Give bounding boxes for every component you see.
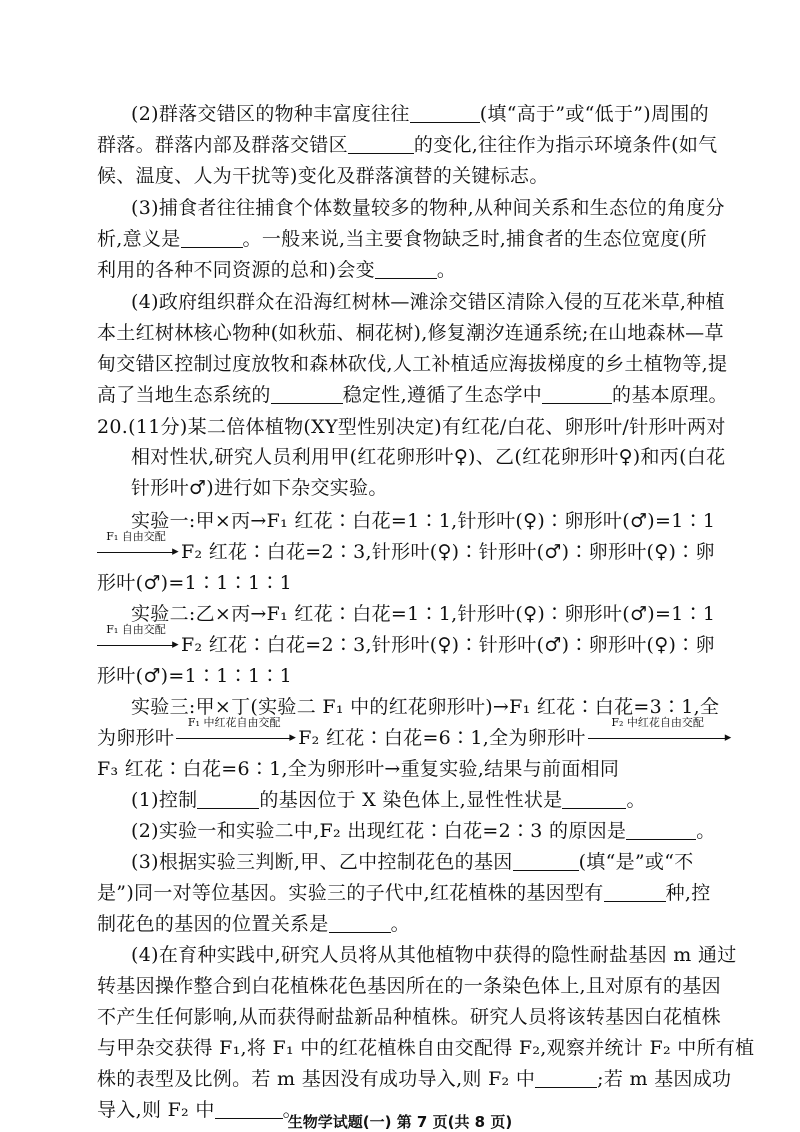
q20-4-line2: 转基因操作整合到白花植株花色基因所在的一条染色体上,且对原有的基因 [97,975,721,997]
text: F₂ 红花∶白花=6∶1,全为卵形叶 [298,727,586,749]
arrow-label: F₁ 中红花自由交配 [187,716,281,729]
arrow-shaft [176,738,292,739]
red-flower-cross-arrow [176,716,297,745]
text: 群落。群落内部及群落交错区 [97,134,348,156]
text: 导入,则 F₂ 中 [97,1099,215,1121]
answer-blank[interactable] [410,104,480,123]
q20-1-line [131,787,646,813]
arrow-label: F₁ 自由交配 [106,530,166,543]
q20-4-line3: 不产生任何影响,从而获得耐盐新品种植株。研究人员将该转基因白花植株 [97,1006,721,1028]
arrow-head-icon: ▸ [289,730,297,745]
q19-4-line4 [97,382,728,408]
exp1-line3: 形叶(♂)=1∶1∶1∶1 [97,572,293,594]
q20-intro-line1: 20.(11分)某二倍体植物(XY型性别决定)有红花/白花、卵形叶/针形叶两对 [97,416,726,438]
arrow-head-icon: ▸ [724,730,732,745]
answer-blank[interactable] [626,821,696,840]
arrow-label: F₂ 中红花自由交配 [611,716,704,729]
q20-3-line1 [131,849,694,875]
text: 为卵形叶 [97,727,175,749]
text: 的基因位于 X 染色体上,显性性状是 [259,789,563,811]
text: 。 [696,820,716,842]
text: (2)群落交错区的物种丰富度往往 [131,103,410,125]
q19-3-line2 [97,226,707,252]
text: (3)根据实验三判断,甲、乙中控制花色的基因 [131,851,513,873]
answer-blank[interactable] [329,914,391,933]
answer-blank[interactable] [375,260,437,279]
text: 株的表型及比例。若 m 基因没有成功导入,则 F₂ 中 [97,1068,536,1090]
q19-3-line1: (3)捕食者往往捕食个体数量较多的物种,从种间关系和生态位的角度分 [131,197,725,219]
q20-3-line3 [97,911,410,937]
text: F₂ 红花∶白花=2∶3,针形叶(♀)∶针形叶(♂)∶卵形叶(♀)∶卵 [181,634,715,656]
q20-4-line4: 与甲杂交获得 F₁,将 F₁ 中的红花植株自由交配得 F₂,观察并统计 F₂ 中所有植 [97,1037,755,1059]
text: (填“是”或“不 [578,851,694,873]
text: 利用的各种不同资源的总和)会变 [97,259,375,281]
text: 。 [282,1099,302,1121]
arrow-shaft [588,738,728,739]
free-cross-arrow [97,623,179,652]
q19-2-line3: 候、温度、人为干扰等)变化及群落演替的关键标志。 [97,165,549,187]
text: 高了当地生态系统的 [97,384,271,406]
arrow-shaft [97,645,175,646]
answer-blank[interactable] [535,1069,597,1088]
arrow-head-icon: ▸ [172,544,179,559]
text: ;若 m 基因成功 [597,1068,732,1090]
q19-4-line1: (4)政府组织群众在沿海红树林—滩涂交错区清除入侵的互花米草,种植 [131,291,725,313]
arrow-head-icon: ▸ [172,637,179,652]
text: (1)控制 [131,789,198,811]
exp3-line3: F₃ 红花∶白花=6∶1,全为卵形叶→重复实验,结果与前面相同 [97,758,620,780]
arrow-shaft [97,552,175,553]
exp3-line2 [97,716,732,751]
exp1-line2 [97,530,715,565]
exp2-line2 [97,623,715,658]
q20-intro-line2: 相对性状,研究人员利用甲(红花卵形叶♀)、乙(红花卵形叶♀)和丙(白花 [131,446,726,468]
q19-2-line1 [131,101,709,127]
free-cross-arrow [97,530,179,559]
exp2-line1: 实验二:乙×丙→F₁ 红花∶白花=1∶1,针形叶(♀)∶卵形叶(♂)=1∶1 [131,603,716,625]
text: 制花色的基因的位置关系是 [97,913,329,935]
exp1-line1: 实验一:甲×丙→F₁ 红花∶白花=1∶1,针形叶(♀)∶卵形叶(♂)=1∶1 [131,510,716,532]
answer-blank[interactable] [562,790,626,809]
text: 。 [390,913,410,935]
page-footer: 生物学试题(一) 第 7 页(共 8 页) [287,1113,513,1131]
text: F₂ 红花∶白花=2∶3,针形叶(♀)∶针形叶(♂)∶卵形叶(♀)∶卵 [181,541,715,563]
text: 析,意义是 [97,228,181,250]
q20-3-line2 [97,880,711,906]
answer-blank[interactable] [604,883,666,902]
q20-4-line1: (4)在育种实践中,研究人员将从其他植物中获得的隐性耐盐基因 m 通过 [131,944,737,966]
text: 的基本原理。 [612,384,728,406]
exp3-line1: 实验三:甲×丁(实验二 F₁ 中的红花卵形叶)→F₁ 红花∶白花=3∶1,全 [131,696,720,718]
q19-2-line2 [97,132,717,158]
answer-blank[interactable] [348,135,414,154]
arrow-label: F₁ 自由交配 [106,623,166,636]
text: 的变化,往往作为指示环境条件(如气 [413,134,718,156]
text: 是”)同一对等位基因。实验三的子代中,红花植株的基因型有 [97,882,604,904]
text: 种,控 [665,882,711,904]
answer-blank[interactable] [513,852,579,871]
q20-2-line [131,818,716,844]
answer-blank[interactable] [271,385,343,404]
q20-4-line5 [97,1066,731,1092]
text: 。 [626,789,646,811]
text: 。一般来说,当主要食物缺乏时,捕食者的生态位宽度(所 [242,228,707,250]
q19-4-line2: 本土红树林核心物种(如秋茄、桐花树),修复潮汐连通系统;在山地森林—草 [97,322,724,344]
text: (2)实验一和实验二中,F₂ 出现红花∶白花=2∶3 的原因是 [131,820,627,842]
red-flower-cross-arrow [588,716,732,745]
answer-blank[interactable] [181,229,243,248]
text: 稳定性,遵循了生态学中 [342,384,543,406]
q20-intro-line3: 针形叶♂)进行如下杂交实验。 [131,477,388,499]
text: (填“高于”或“低于”)周围的 [479,103,709,125]
answer-blank[interactable] [542,385,612,404]
q19-3-line3 [97,257,456,283]
text: 。 [436,259,457,281]
answer-blank[interactable] [197,790,259,809]
q19-4-line3: 甸交错区控制过度放牧和森林砍伐,人工补植适应海拔梯度的乡土植物等,提 [97,353,728,375]
exp2-line3: 形叶(♂)=1∶1∶1∶1 [97,665,293,687]
